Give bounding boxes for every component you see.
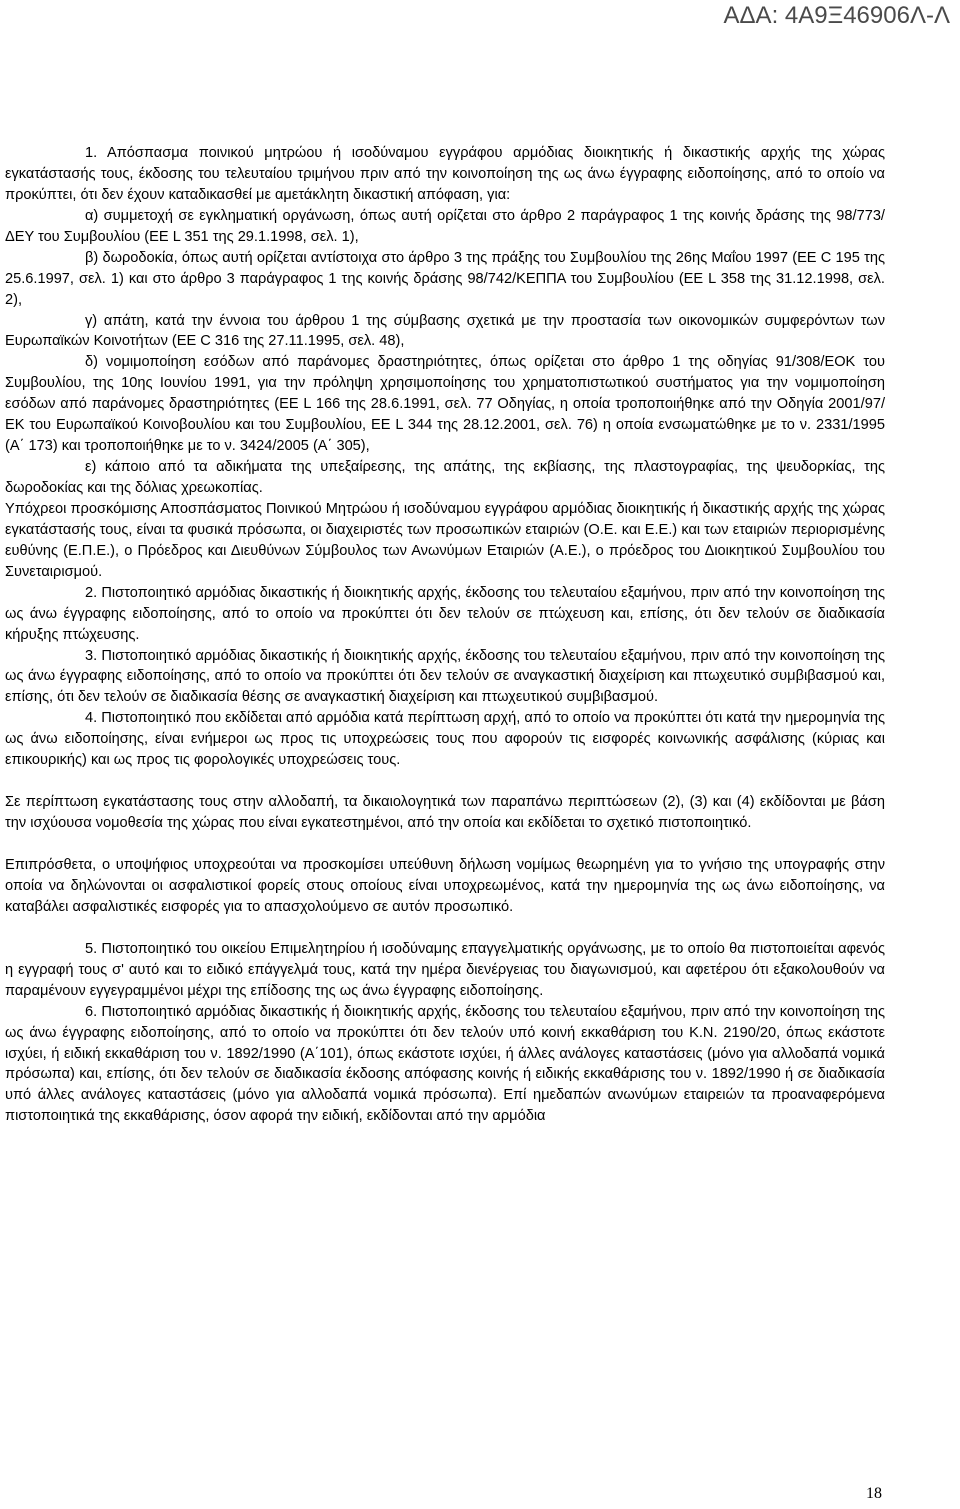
paragraph-1: 1. Απόσπασμα ποινικού μητρώου ή ισοδύναμου εγγράφου αρμόδιας διοικητικής ή δικαστικής αρχής της χώρας εγκατάστασής τους, έκδοσης του τελευταίου τριμήνου πριν από την κοινοποίηση της ως άνω έγγραφης ειδοποίησης, από το οποίο να προκύπτει, ότι δεν έχουν καταδικασθεί με αμετάκλητη δικαστική απόφαση, για:	[5, 145, 885, 203]
spacer	[5, 918, 885, 939]
paragraph-3: 3. Πιστοποιητικό αρμόδιας δικαστικής ή διοικητικής αρχής, έκδοσης του τελευταίου εξαμήνου, πριν από την κοινοποίηση της ως άνω έγγραφης ειδοποίησης, από το οποίο να προκύπτει ότι δεν τελούν σε αναγκαστική διαχείριση και πτωχευτικό συμβιβασμού και, επίσης, ότι δεν τελούν σε διαδικασία θέσης σε αναγκαστική διαχείριση και πτωχευτικού συμβιβασμού.	[5, 647, 885, 706]
paragraph-b: β) δωροδοκία, όπως αυτή ορίζεται αντίστοιχα στο άρθρο 3 της πράξης του Συμβουλίου της 26ης Μαΐου 1997 (ΕΕ C 195 της 25.6.1997, σελ. 1) και στο άρθρο 3 παράγραφος 1 της κοινής δράσης 98/742/ΚΕΠΠΑ του Συμβουλίου (ΕΕ L 358 της 31.12.1998, σελ. 2),	[5, 249, 885, 308]
ada-code: ΑΔΑ: 4Α9Ξ46906Λ-Λ	[723, 2, 950, 29]
paragraph-e: ε) κάποιο από τα αδικήματα της υπεξαίρεσης, της απάτης, της εκβίασης, της πλαστογραφίας, της ψευδορκίας, της δωροδοκίας και της δόλιας χρεωκοπίας.	[5, 459, 885, 496]
paragraph-foreign: Σε περίπτωση εγκατάστασης τους στην αλλοδαπή, τα δικαιολογητικά των παραπάνω περιπτώσεων (2), (3) και (4) εκδίδονται με βάση την ισχύουσα νομοθεσία της χώρας που είναι εγκατεστημένοι, από την οποία και εκδίδεται το σχετικό πιστοποιητικό.	[5, 794, 885, 832]
paragraph-c: γ) απάτη, κατά την έννοια του άρθρου 1 της σύμβασης σχετικά με την προστασία των οικονομικών συμφερόντων των Ευρωπαϊκών Κοινοτήτων (ΕΕ C 316 της 27.11.1995, σελ. 48),	[5, 312, 885, 350]
paragraph-2: 2. Πιστοποιητικό αρμόδιας δικαστικής ή διοικητικής αρχής, έκδοσης του τελευταίου εξαμήνου, πριν από την κοινοποίηση της ως άνω έγγραφης ειδοποίησης, από το οποίο να προκύπτει ότι δεν τελούν σε πτώχευση και, επίσης, ότι δεν τελούν σε διαδικασία κήρυξης πτώχευσης.	[5, 584, 885, 643]
document-body	[5, 143, 885, 1127]
spacer	[5, 834, 885, 855]
paragraph-d: δ) νομιμοποίηση εσόδων από παράνομες δραστηριότητες, όπως ορίζεται στο άρθρο 1 της οδηγίας 91/308/ΕΟΚ του Συμβουλίου, της 10ης Ιουνίου 1991, για την πρόληψη χρησιμοποίησης του χρηματοπιστωτικού συστήματος για την νομιμοποίηση εσόδων από παράνομες δραστηριότητες (ΕΕ L 166 της 28.6.1991, σελ. 77 Οδηγίας, η οποία τροποποιήθηκε από την Οδηγία 2001/97/ΕΚ του Ευρωπαϊκού Κοινοβουλίου και του Συμβουλίου, ΕΕ L 344 της 28.12.2001, σελ. 76) η οποία ενσωματώθηκε με το ν. 2331/1995 (Α΄ 173) και τροποποιήθηκε με το ν. 3424/2005 (Α΄ 305),	[5, 354, 885, 455]
paragraph-obligated-persons: Υπόχρεοι προσκόμισης Αποσπάσματος Ποινικού Μητρώου ή ισοδύναμου εγγράφου αρμόδιας διοικητικής ή δικαστικής αρχής της χώρας εγκατάστασής τους, είναι τα φυσικά πρόσωπα, οι διαχειριστές των προσωπικών εταιριών (Ο.Ε. και Ε.Ε.) και των εταιριών περιορισμένης ευθύνης (Ε.Π.Ε.), ο Πρόεδρος και Διευθύνων Σύμβουλος των Ανωνύμων Εταιριών (Α.Ε.), ο πρόεδρος του Διοικητικού Συμβουλίου του Συνεταιρισμού.	[5, 500, 885, 580]
paragraph-5: 5. Πιστοποιητικό του οικείου Επιμελητηρίου ή ισοδύναμης επαγγελματικής οργάνωσης, με το οποίο θα πιστοποιείται αφενός η εγγραφή τους σ' αυτό και το ειδικό επάγγελμά τους, κατά την ημέρα διενέργειας του διαγωνισμού, και αφετέρου ότι εξακολουθούν να παραμένουν εγγεγραμμένοι μέχρι της επίδοσης της ως άνω έγγραφης ειδοποίησης.	[5, 940, 885, 999]
paragraph-4: 4. Πιστοποιητικό που εκδίδεται από αρμόδια κατά περίπτωση αρχή, από το οποίο να προκύπτει ότι κατά την ημερομηνία της ως άνω ειδοποίησης, είναι ενήμεροι ως προς τις υποχρεώσεις τους που αφορούν τις εισφορές κοινωνικής ασφάλισης (κύριας και επικουρικής) και ως προς τις φορολογικές υποχρεώσεις τους.	[5, 710, 886, 769]
paragraph-6: 6. Πιστοποιητικό αρμόδιας δικαστικής ή διοικητικής αρχής, έκδοσης του τελευταίου εξαμήνου, πριν από την κοινοποίηση της ως άνω έγγραφης ειδοποίησης, από το οποίο να προκύπτει ότι δεν τελούν υπό κοινή εκκαθάριση του Κ.Ν. 2190/20, όπως εκάστοτε ισχύει, ή ειδική εκκαθάριση του ν. 1892/1990 (Α΄101), όπως εκάστοτε ισχύει, ή άλλες ανάλογες καταστάσεις (μόνο για αλλοδαπά νομικά πρόσωπα) και, επίσης, ότι δεν τελούν σε διαδικασία έκδοσης απόφασης κοινής ή ειδικής εκκαθάρισης του ν. 1892/1990 ή σε διαδικασία υπό άλλες ανάλογες καταστάσεις (μόνο για αλλοδαπά νομικά πρόσωπα). Επί ημεδαπών ανωνύμων εταιρειών τα προαναφερόμενα πιστοποιητικά της εκκαθάρισης, όσον αφορά την ειδική, εκδίδονται από την αρμόδια	[5, 1003, 885, 1125]
page-number: 18	[866, 1485, 882, 1502]
spacer	[5, 771, 885, 792]
paragraph-additional: Επιπρόσθετα, ο υποψήφιος υποχρεούται να προσκομίσει υπεύθυνη δήλωση νομίμως θεωρημένη για το γνήσιο της υπογραφής στην οποία να δηλώνονται οι ασφαλιστικοί φορείς στους οποίους είναι υποχρεωμένος, κατά την ημερομηνία της ως άνω ειδοποίησης, να καταβάλει ασφαλιστικές εισφορές για το απασχολούμενο σε αυτόν προσωπικό.	[5, 857, 885, 915]
paragraph-a: α) συμμετοχή σε εγκληματική οργάνωση, όπως αυτή ορίζεται στο άρθρο 2 παράγραφος 1 της κοινής δράσης της 98/773/ΔΕΥ του Συμβουλίου (ΕΕ L 351 της 29.1.1998, σελ. 1),	[5, 207, 885, 245]
